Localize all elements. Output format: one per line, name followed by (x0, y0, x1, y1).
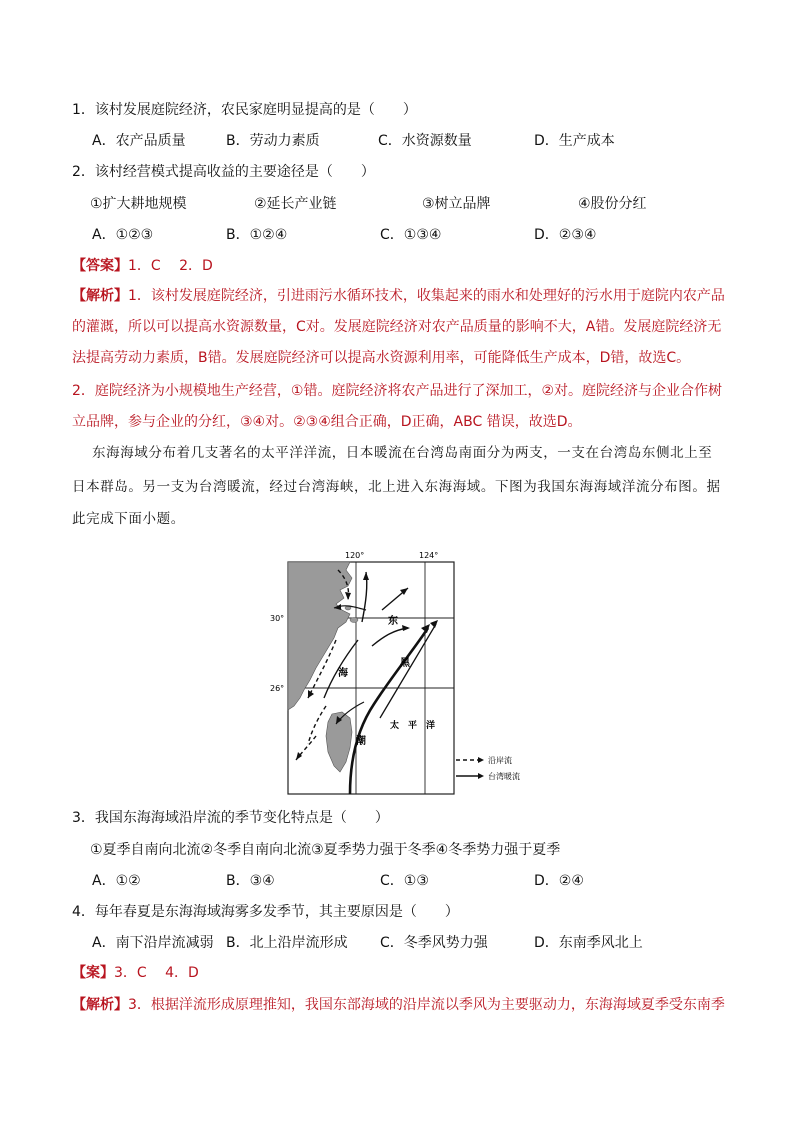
q2-stem: 2．该村经营模式提高收益的主要途径是（ ） (72, 164, 375, 180)
map-label-pacific: 太 平 洋 (390, 721, 436, 731)
q3-stem: 3．我国东海海域沿岸流的季节变化特点是（ ） (72, 810, 389, 826)
lat-label-26: 26° (270, 684, 285, 693)
analysis-block-2 (72, 995, 725, 1015)
arrowhead (430, 620, 438, 628)
q4-option-a: A．南下沿岸流减弱 (92, 935, 214, 951)
q3-option-a: A．①② (92, 873, 141, 889)
arrowhead (363, 572, 369, 580)
q3-items: ①夏季自南向北流②冬季自南向北流③夏季势力强于冬季④冬季势力强于夏季 (90, 842, 561, 858)
lat-label-30: 30° (270, 614, 285, 623)
q1-option-a: A．农产品质量 (92, 133, 186, 149)
q2-item-3: ③树立品牌 (422, 196, 491, 212)
q1-option-c: C．水资源数量 (378, 133, 472, 149)
q3-option-d: D．②④ (534, 873, 584, 889)
arrowhead (345, 592, 351, 600)
legend-warm-label: 台湾暖流 (488, 772, 520, 781)
legend-arrowhead (478, 773, 484, 779)
lon-label-124: 124° (419, 551, 439, 560)
map-label-black: 黑 (400, 658, 410, 669)
answer-text: 3．C 4．D (114, 965, 199, 981)
arrowhead (402, 625, 410, 631)
answer-block-1 (72, 256, 213, 276)
passage-line-3: 此完成下面小题。 (72, 511, 185, 527)
answer-tag: 【答案】 (72, 258, 128, 274)
island (350, 618, 358, 623)
map-label-tide: 潮 (356, 736, 366, 747)
map-label-east: 东 (388, 616, 398, 627)
map-label-sea: 海 (338, 668, 348, 679)
analysis-paragraph-1 (72, 281, 732, 374)
answer-tag: 【案】 (72, 965, 114, 981)
kuroshio-outer-branch (380, 624, 436, 718)
q1-option-d: D．生产成本 (534, 133, 615, 149)
lon-label-120: 120° (345, 551, 365, 560)
kuroshio-current (350, 628, 428, 794)
q3-option-b: B．③④ (226, 873, 275, 889)
passage-line-1: 东海海域分布着几支著名的太平洋洋流，日本暖流在台湾岛南面分为两支，一支在台湾岛东侧北上至 (92, 445, 713, 461)
current-east-sea (372, 628, 408, 646)
coastal-current-strait (308, 706, 326, 744)
q2-option-b: B．①②④ (226, 227, 288, 243)
q4-option-c: C．冬季风势力强 (380, 935, 488, 951)
legend-coastal-label: 沿岸流 (488, 756, 512, 765)
answer-block-2 (72, 963, 199, 983)
q3-option-c: C．①③ (380, 873, 429, 889)
q4-option-b: B．北上沿岸流形成 (226, 935, 348, 951)
q4-option-d: D．东南季风北上 (534, 935, 643, 951)
q2-item-2: ②延长产业链 (254, 196, 337, 212)
q1-option-b: B．劳动力素质 (226, 133, 320, 149)
q2-option-d: D．②③④ (534, 227, 597, 243)
legend-arrowhead (478, 757, 484, 763)
analysis-text: 3．根据洋流形成原理推知，我国东部海域的沿岸流以季风为主要驱动力，东海海域夏季受东南季 (128, 997, 725, 1013)
q2-item-4: ④股份分红 (578, 196, 647, 212)
east-china-sea-current-map (270, 548, 530, 800)
q2-option-c: C．①③④ (380, 227, 442, 243)
analysis-text-1: 1．该村发展庭院经济，引进雨污水循环技术，收集起来的雨水和处理好的污水用于庭院内农产品的灌溉，所以可以提高水资源数量，C对。发展庭院经济对农产品质量的影响不大，A错。发展庭院经济无法提高劳动力素质，B错。发展庭院经济可以提高水资源利用率，可能降低生产成本，D错，故选C。 (72, 288, 725, 366)
q2-item-1: ①扩大耕地规模 (90, 196, 187, 212)
analysis-paragraph-2: 2．庭院经济为小规模地生产经营，①错。庭院经济将农产品进行了深加工，②对。庭院经济与企业合作树立品牌，参与企业的分红，③④对。②③④组合正确，D正确，ABC 错误，故选D。 (72, 383, 723, 430)
analysis-tag: 【解析】 (72, 997, 128, 1013)
q1-stem: 1．该村发展庭院经济，农民家庭明显提高的是（ ） (72, 102, 417, 118)
q2-option-a: A．①②③ (92, 227, 154, 243)
passage-line-2: 日本群岛。另一支为台湾暖流，经过台湾海峡，北上进入东海海域。下图为我国东海海域洋流分布图。据 (72, 479, 721, 495)
answer-text: 1．C 2．D (128, 258, 213, 274)
q4-stem: 4．每年春夏是东海海域海雾多发季节，其主要原因是（ ） (72, 904, 459, 920)
analysis-tag: 【解析】 (72, 288, 128, 304)
